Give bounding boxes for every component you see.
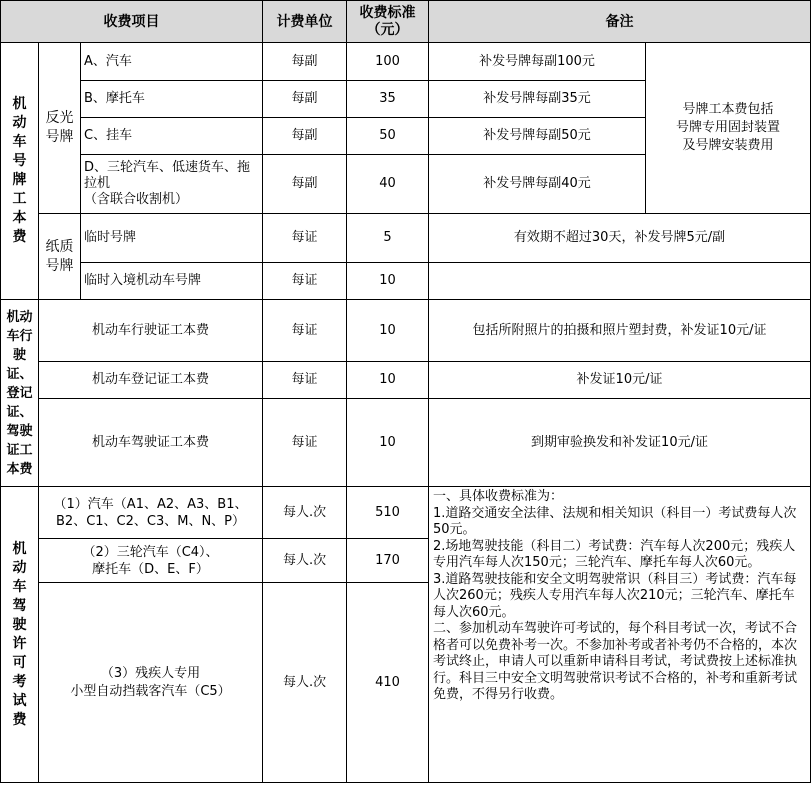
item-unit: 每副 (263, 81, 347, 118)
item-price: 510 (347, 487, 429, 539)
header-remark: 备注 (429, 1, 811, 43)
item-remark: 包括所附照片的拍摄和照片塑封费，补发证10元/证 (429, 300, 811, 362)
exam-fee-notes (429, 487, 811, 783)
item-price: 10 (347, 300, 429, 362)
item-unit: 每副 (263, 118, 347, 155)
table-row (1, 300, 811, 362)
item-unit: 每副 (263, 43, 347, 81)
item-name: 临时入境机动车号牌 (81, 263, 263, 300)
item-remark: 补发号牌每副35元 (429, 81, 646, 118)
item-price: 10 (347, 263, 429, 300)
header-item: 收费项目 (1, 1, 263, 43)
item-name: A、汽车 (81, 43, 263, 81)
item-name: （3）残疾人专用 小型自动挡载客汽车（C5） (39, 583, 263, 783)
item-remark: 补发号牌每副50元 (429, 118, 646, 155)
table-row (1, 399, 811, 487)
notes-line: 2.场地驾驶技能（科目二）考试费：汽车每人次200元；残疾人专用汽车每人次150元；三轮汽车、摩托车每人次60元。 (433, 538, 796, 570)
item-unit: 每证 (263, 214, 347, 263)
notes-line: 1.道路交通安全法律、法规和相关知识（科目一）考试费每人次50元。 (433, 505, 797, 537)
item-price: 410 (347, 583, 429, 783)
item-price: 5 (347, 214, 429, 263)
paper-plate-label: 纸质号牌 (39, 214, 81, 300)
header-standard: 收费标准 （元） (347, 1, 429, 43)
item-name: C、挂车 (81, 118, 263, 155)
table-row (1, 214, 811, 263)
item-name: B、摩托车 (81, 81, 263, 118)
reflective-plate-label: 反光号牌 (39, 43, 81, 214)
item-price: 35 (347, 81, 429, 118)
item-remark (429, 263, 811, 300)
item-unit: 每证 (263, 362, 347, 399)
notes-line: 一、具体收费标准为： (433, 489, 564, 504)
item-price: 10 (347, 362, 429, 399)
section-license-fee-title: 机动车行驶证、登记证、驾驶证工本费 (1, 300, 39, 487)
header-row (1, 1, 811, 43)
item-name: 机动车登记证工本费 (39, 362, 263, 399)
item-name: D、三轮汽车、低速货车、拖拉机 （含联合收割机） (81, 155, 263, 214)
table-row (1, 263, 811, 300)
item-unit: 每证 (263, 300, 347, 362)
item-remark: 到期审验换发和补发证10元/证 (429, 399, 811, 487)
item-remark: 补发号牌每副100元 (429, 43, 646, 81)
item-unit: 每人.次 (263, 583, 347, 783)
item-unit: 每证 (263, 399, 347, 487)
header-unit: 计费单位 (263, 1, 347, 43)
item-unit: 每人.次 (263, 487, 347, 539)
section-plate-fee-title: 机动车号牌工本费 (1, 43, 39, 300)
item-price: 100 (347, 43, 429, 81)
item-remark: 有效期不超过30天，补发号牌5元/副 (429, 214, 811, 263)
item-price: 170 (347, 539, 429, 583)
item-price: 50 (347, 118, 429, 155)
notes-line: 二、参加机动车驾驶许可考试的，每个科目考试一次，考试不合格者可以免费补考一次。不参加补考或者补考仍不合格的，本次考试终止，申请人可以重新申请科目考试，考试费按上述标准执行。科目三中安全文明驾驶常识考试不合格的，补考和重新考试免费，不得另行收费。 (433, 621, 798, 702)
item-name: 机动车行驶证工本费 (39, 300, 263, 362)
table-row (1, 487, 811, 539)
item-name: 机动车驾驶证工本费 (39, 399, 263, 487)
table-row (1, 362, 811, 399)
section-exam-fee-title: 机动车驾驶许可考试费 (1, 487, 39, 783)
plate-fee-merged-remark: 号牌工本费包括 号牌专用固封装置 及号牌安装费用 (646, 43, 811, 214)
item-remark: 补发号牌每副40元 (429, 155, 646, 214)
item-name: （1）汽车（A1、A2、A3、B1、 B2、C1、C2、C3、M、N、P） (39, 487, 263, 539)
item-price: 40 (347, 155, 429, 214)
notes-line: 3.道路驾驶技能和安全文明驾驶常识（科目三）考试费：汽车每人次260元；残疾人专用汽车每人次210元；三轮汽车、摩托车每人次60元。 (433, 571, 797, 620)
item-unit: 每证 (263, 263, 347, 300)
item-name: 临时号牌 (81, 214, 263, 263)
item-unit: 每副 (263, 155, 347, 214)
item-unit: 每人.次 (263, 539, 347, 583)
item-name: （2）三轮汽车（C4）、 摩托车（D、E、F） (39, 539, 263, 583)
item-remark: 补发证10元/证 (429, 362, 811, 399)
table-row (1, 43, 811, 81)
item-price: 10 (347, 399, 429, 487)
